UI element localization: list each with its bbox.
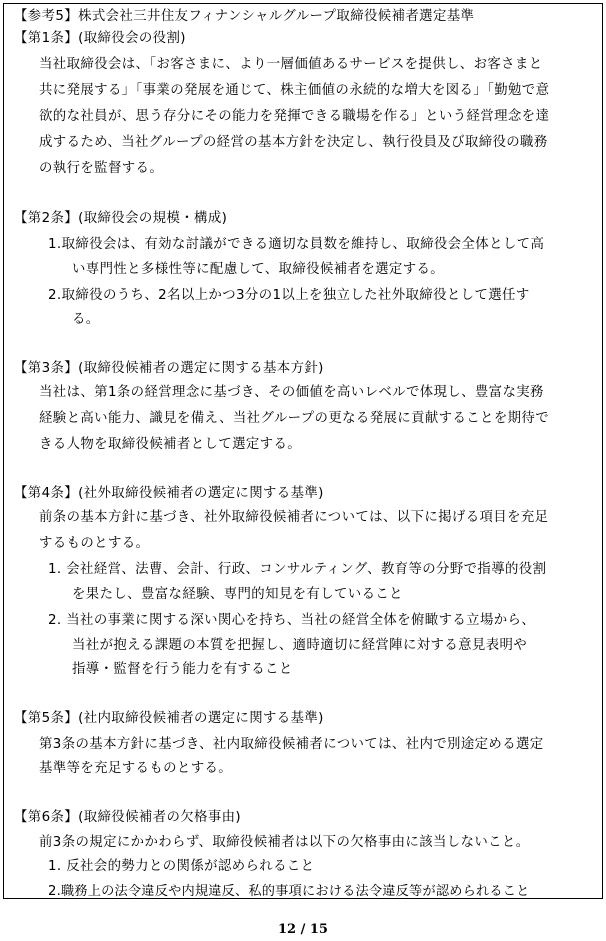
document-title: 【参考5】株式会社三井住友フィナンシャルグループ取締役候補者選定基準: [14, 9, 475, 24]
article-6-item-1: 1. 反社会的勢力との関係が認められること: [48, 859, 315, 874]
article-2-item-2-cont: る。: [72, 312, 100, 327]
article-4-item-2: 2. 当社の事業に関する深い関心を持ち、当社の経営全体を俯瞰する立場から、: [48, 613, 536, 628]
article-3-heading: 【第3条】(取締役候補者の選定に関する基本方針): [14, 361, 324, 376]
article-3-text-line: 当社は、第1条の経営理念に基づき、その価値を高いレベルで体現し、豊富な実務: [39, 385, 544, 400]
article-3-text-line: 経験と高い能力、識見を備え、当社グループの更なる発展に貢献することを期待で: [39, 411, 549, 426]
article-1-text-line: の執行を監督する。: [39, 161, 164, 176]
article-6-item-2: 2.職務上の法令違反や内規違反、私的事項における法令違反等が認められること: [48, 884, 530, 899]
article-4-item-2-cont: 指導・監督を行う能力を有すること: [72, 662, 293, 677]
article-1-text-line: 欲的な社員が、思う存分にその能力を発揮できる職場を作る」という経営理念を達: [39, 109, 550, 124]
article-3-text-line: きる人物を取締役候補者として選定する。: [39, 437, 302, 452]
article-1-text-line: 成するため、当社グループの経営の基本方針を決定し、執行役員及び取締役の職務: [39, 135, 548, 150]
article-4-item-2-cont: 当社が抱える課題の本質を把握し、適時適切に経営陣に対する意見表明や: [72, 638, 528, 653]
article-4-item-1-cont: を果たし、豊富な経験、専門的知見を有していること: [72, 587, 403, 602]
article-5-text-line: 基準等を充足するものとする。: [39, 761, 233, 776]
article-6-text-line: 前3条の規定にかかわらず、取締役候補者は以下の欠格事由に該当しないこと。: [39, 835, 530, 850]
article-1-text-line: 共に発展する」「事業の発展を通じて、株主価値の永続的な増大を図る」「勤勉で意: [39, 83, 550, 98]
article-5-text-line: 第3条の基本方針に基づき、社内取締役候補者については、社内で別途定める選定: [39, 737, 544, 752]
article-5-heading: 【第5条】(社内取締役候補者の選定に関する基準): [14, 711, 324, 726]
article-4-item-1: 1. 会社経営、法曹、会計、行政、コンサルティング、教育等の分野で指導的役割: [48, 562, 547, 577]
article-4-heading: 【第4条】(社外取締役候補者の選定に関する基準): [14, 486, 324, 501]
document-frame: [3, 3, 603, 899]
article-2-item-2: 2.取締役のうち、2名以上かつ3分の1以上を独立した社外取締役として選任す: [48, 288, 530, 303]
article-1-text-line: 当社取締役会は、「お客さまに、より一層価値あるサービスを提供し、お客さまと: [39, 57, 543, 72]
article-6-heading: 【第6条】(取締役候補者の欠格事由): [14, 810, 242, 825]
article-2-item-1-cont: い専門性と多様性等に配慮して、取締役候補者を選定する。: [72, 262, 445, 277]
article-4-text-line: するものとする。: [39, 536, 150, 551]
article-1-heading: 【第1条】(取締役会の役割): [14, 31, 186, 46]
article-2-heading: 【第2条】(取締役会の規模・構成): [14, 211, 228, 226]
page-number: 12 / 15: [278, 922, 328, 937]
article-4-text-line: 前条の基本方針に基づき、社外取締役候補者については、以下に掲げる項目を充足: [39, 510, 549, 525]
article-2-item-1: 1.取締役会は、有効な討議ができる適切な員数を維持し、取締役会全体として高: [48, 237, 545, 252]
